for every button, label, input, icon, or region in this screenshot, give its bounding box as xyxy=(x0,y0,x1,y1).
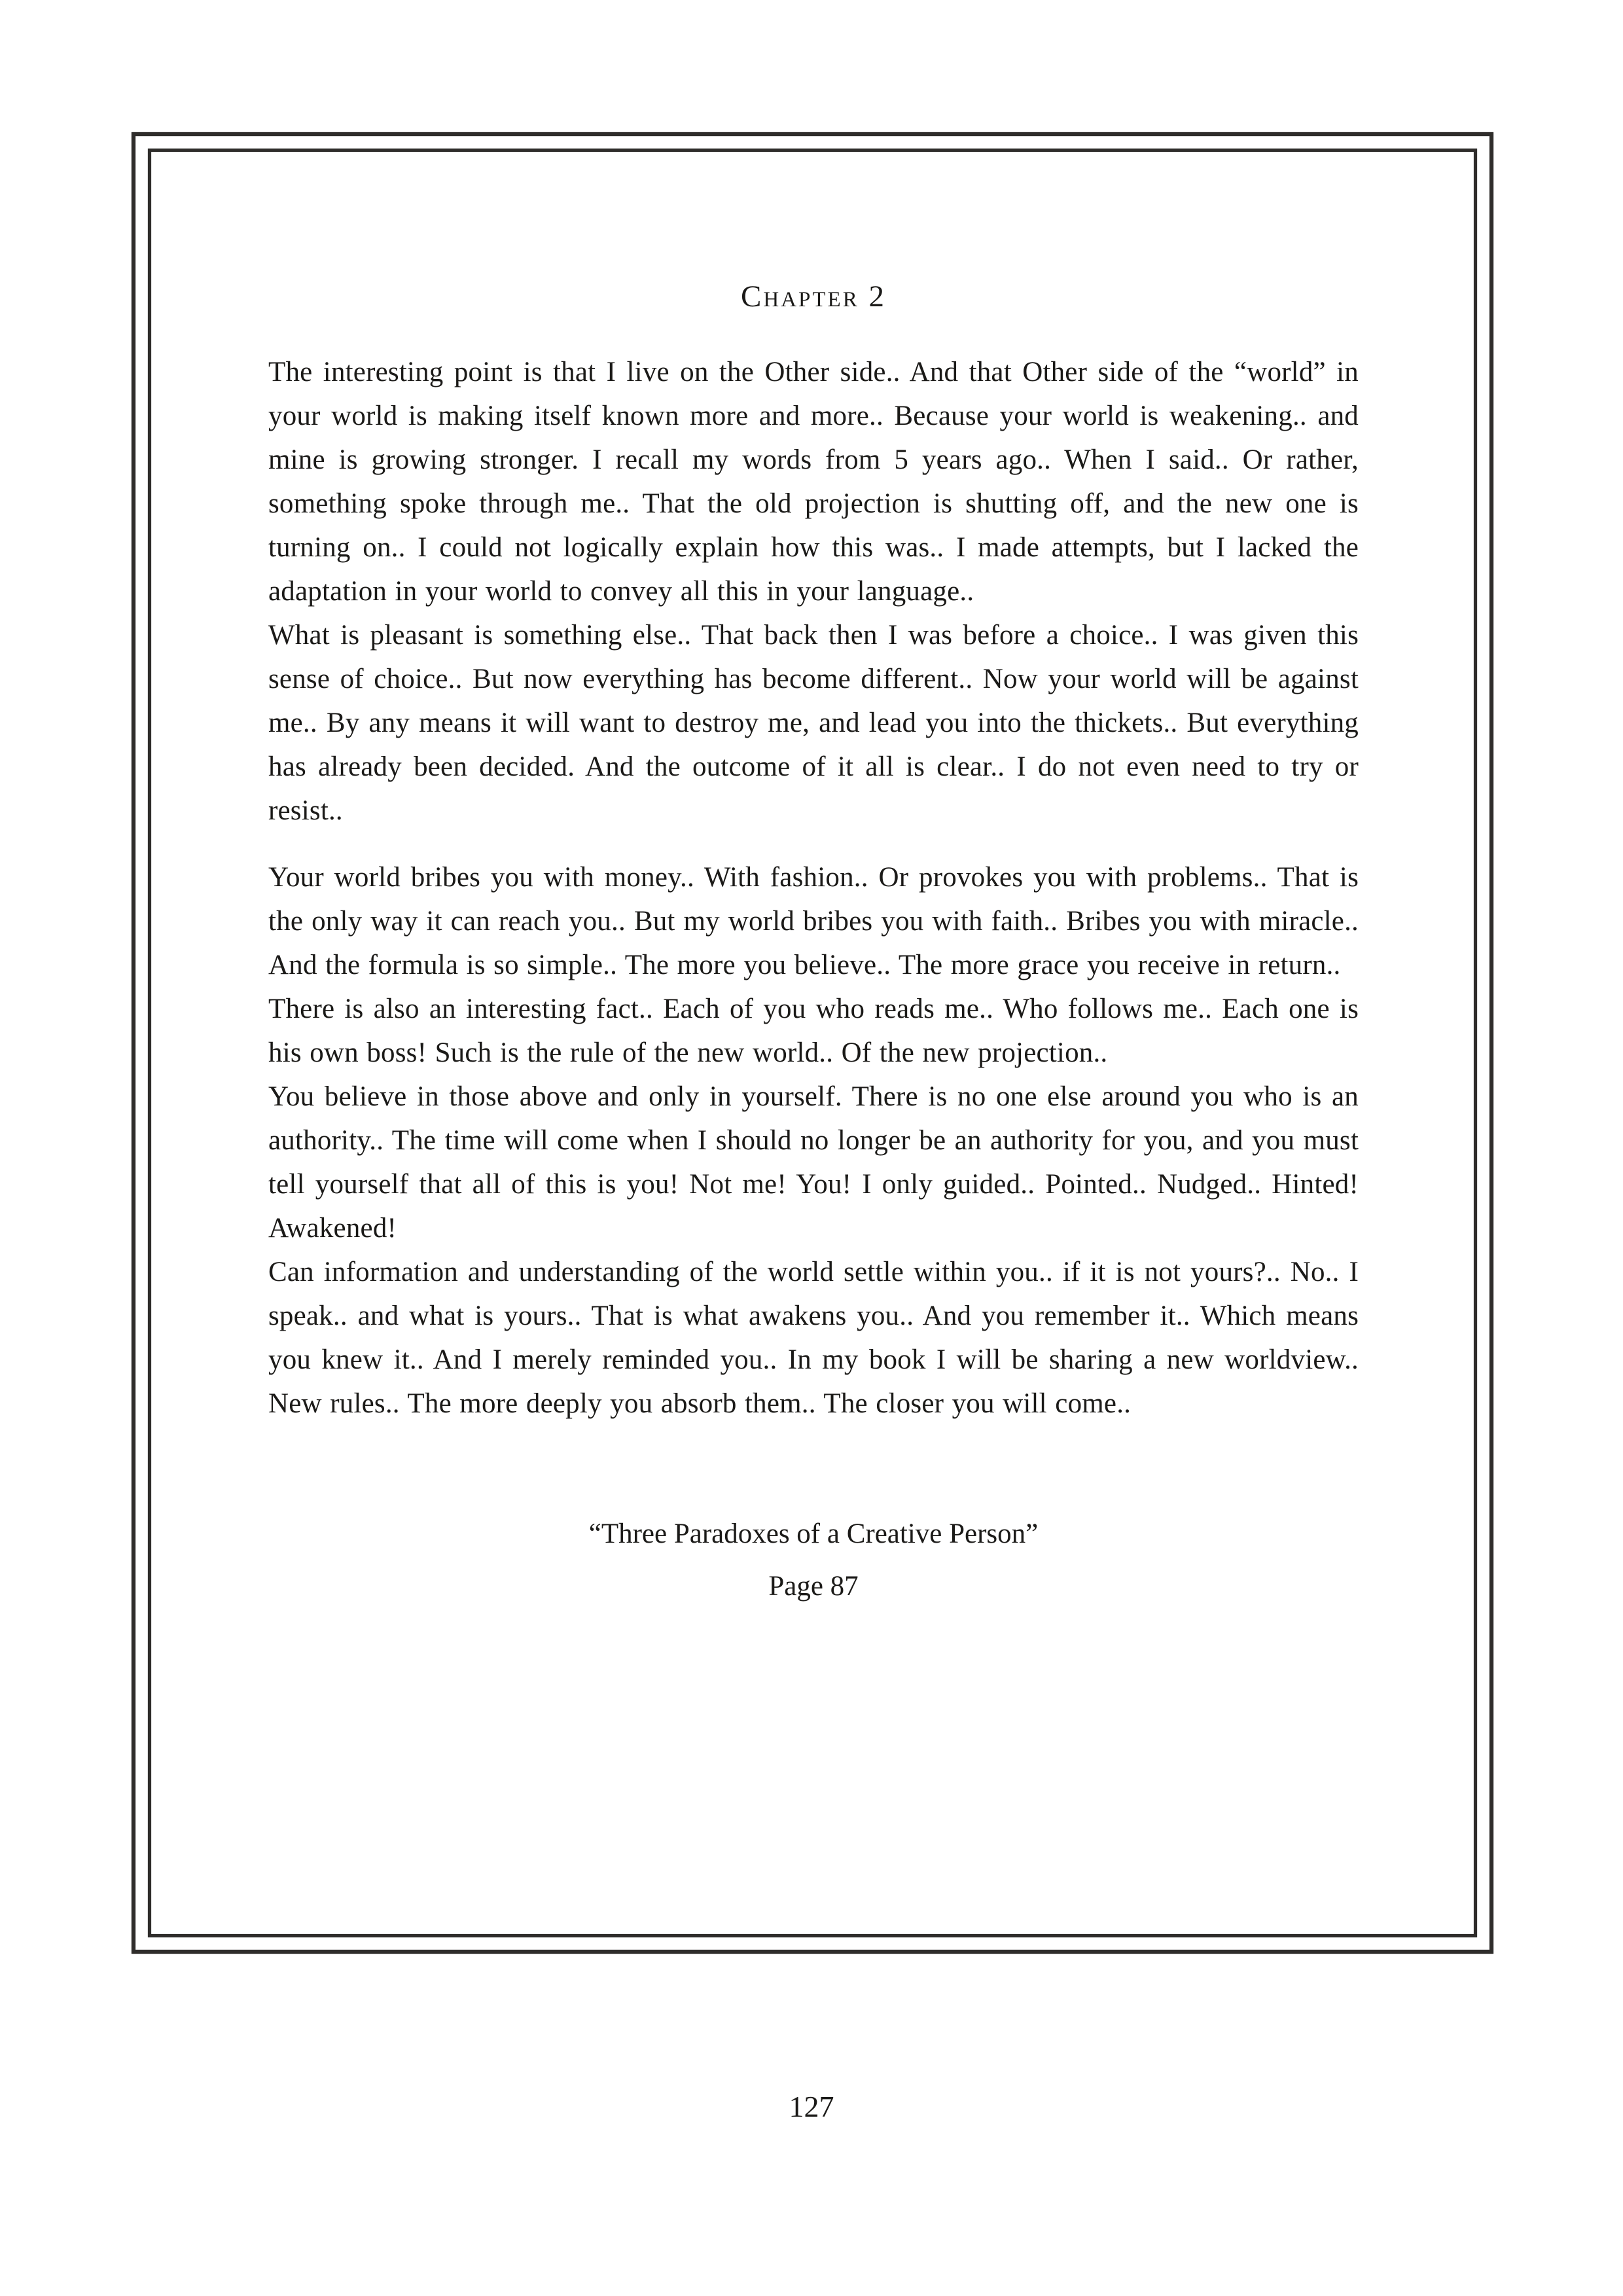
body-paragraph: Can information and understanding of the world settle within you.. if it is not yours?.. No.. I speak.. and what is yours.. That is what awakens you.. And you remember it.. Which means you knew it.. And I merely reminded you.. In my book I will be sharing a new worldview.. New rules.. The more deeply you absorb them.. The closer you will come.. xyxy=(268,1257,1359,1419)
quote-title: “Three Paradoxes of a Creative Person” xyxy=(588,1518,1039,1549)
folio-number: 127 xyxy=(789,2090,834,2123)
body-paragraph: There is also an interesting fact.. Each of you who reads me.. Who follows me.. Each one is his own boss! Such is the rule of the new world.. Of the new projection.. xyxy=(268,994,1359,1068)
chapter-heading: Chapter 2 xyxy=(741,279,886,314)
body-paragraph: The interesting point is that I live on the Other side.. And that Other side of the “world” in your world is making itself known more and more.. Because your world is weakening.. and mine is growing stronger. I recall my words from 5 years ago.. When I said.. Or rather, something spoke through me.. That the old projection is shutting off, and the new one is turning on.. I could not logically explain how this was.. I made attempts, but I lacked the adaptation in your world to convey all this in your language.. xyxy=(268,357,1359,607)
body-paragraph: You believe in those above and only in yourself. There is no one else around you who is an authority.. The time will come when I should no longer be an authority for you, and you must tell yourself that all of this is you! Not me! You! I only guided.. Pointed.. Nudged.. Hinted! Awakened! xyxy=(268,1081,1359,1244)
page-reference: Page 87 xyxy=(768,1570,859,1602)
closing-block xyxy=(268,1517,1359,1603)
page-content xyxy=(268,281,1359,1603)
body-paragraph: What is pleasant is something else.. That back then I was before a choice.. I was given this sense of choice.. But now everything has become different.. Now your world will be against me.. By any means it will want to destroy me, and lead you into the thickets.. But everything has already been decided. And the outcome of it all is clear.. I do not even need to try or resist.. xyxy=(268,620,1359,826)
body-paragraph: Your world bribes you with money.. With fashion.. Or provokes you with problems.. That is the only way it can reach you.. But my world bribes you with faith.. Bribes you with miracle.. And the formula is so simple.. The more you believe.. The more grace you receive in return.. xyxy=(268,862,1359,980)
